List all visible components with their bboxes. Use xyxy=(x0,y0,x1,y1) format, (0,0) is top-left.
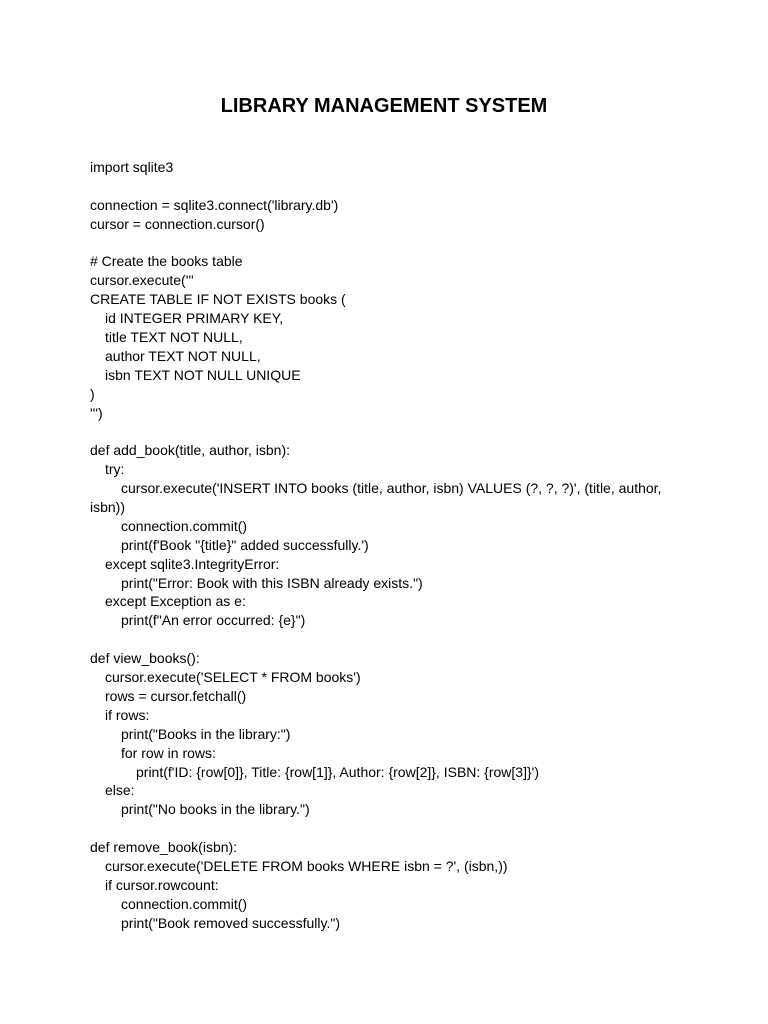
blank-line xyxy=(90,422,690,441)
document-title: LIBRARY MANAGEMENT SYSTEM xyxy=(220,95,548,117)
code-line: print("No books in the library.") xyxy=(121,801,310,818)
code-line: try: xyxy=(105,461,125,478)
code-line: # Create the books table xyxy=(90,253,243,270)
code-line: cursor = connection.cursor() xyxy=(90,215,265,232)
code-line: CREATE TABLE IF NOT EXISTS books ( xyxy=(90,291,346,308)
code-line: title TEXT NOT NULL, xyxy=(105,329,243,346)
code-line: if rows: xyxy=(105,706,150,723)
code-line: id INTEGER PRIMARY KEY, xyxy=(105,310,284,327)
code-line: connection = sqlite3.connect('library.db') xyxy=(90,196,339,213)
code-line: print(f"An error occurred: {e}") xyxy=(121,612,306,629)
code-line: else: xyxy=(105,782,135,799)
code-line: cursor.execute(''' xyxy=(90,272,194,289)
code-line: author TEXT NOT NULL, xyxy=(105,347,261,364)
code-line: print("Error: Book with this ISBN already exists.") xyxy=(121,574,423,591)
code-line: cursor.execute('DELETE FROM books WHERE isbn = ?', (isbn,)) xyxy=(105,857,508,874)
code-line: cursor.execute('INSERT INTO books (title, author, isbn) VALUES (?, ?, ?)', (title, author, xyxy=(121,480,662,497)
code-line: except sqlite3.IntegrityError: xyxy=(105,555,280,572)
code-line: def add_book(title, author, isbn): xyxy=(90,442,291,459)
code-line: print(f'ID: {row[0]}, Title: {row[1]}, Author: {row[2]}, ISBN: {row[3]}') xyxy=(136,763,539,780)
code-line: import sqlite3 xyxy=(90,159,174,175)
code-line: isbn TEXT NOT NULL UNIQUE xyxy=(105,366,301,383)
code-line: rows = cursor.fetchall() xyxy=(105,687,247,704)
code-line: for row in rows: xyxy=(121,744,216,761)
blank-line xyxy=(90,819,690,838)
blank-line xyxy=(90,234,690,253)
code-line: except Exception as e: xyxy=(105,593,246,610)
code-line: print(f'Book "{title}" added successfully.') xyxy=(121,536,369,553)
blank-line xyxy=(90,177,690,196)
code-line: print("Books in the library:") xyxy=(121,725,291,742)
code-line: if cursor.rowcount: xyxy=(105,876,219,893)
code-line: ''') xyxy=(90,404,103,421)
code-line: print("Book removed successfully.") xyxy=(121,914,340,931)
code-line: connection.commit() xyxy=(121,517,248,534)
code-line: cursor.execute('SELECT * FROM books') xyxy=(105,669,361,686)
code-line: def remove_book(isbn): xyxy=(90,839,238,856)
code-line: connection.commit() xyxy=(121,895,248,912)
code-line: isbn)) xyxy=(90,499,126,516)
blank-line xyxy=(90,630,690,649)
code-listing xyxy=(90,158,690,933)
code-line: ) xyxy=(90,385,95,402)
code-line: def view_books(): xyxy=(90,650,200,667)
